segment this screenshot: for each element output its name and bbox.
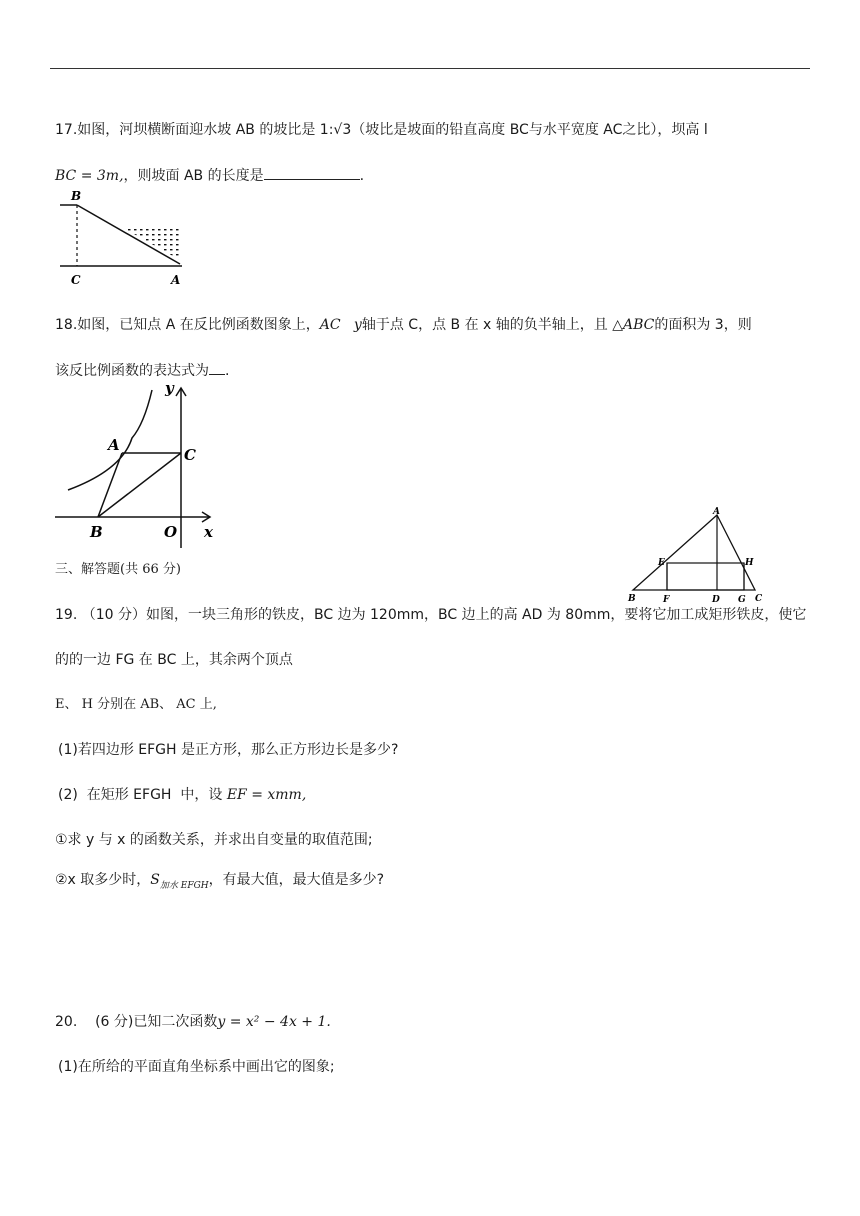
q18-label-y: y bbox=[165, 380, 174, 397]
q19-part1: (1)若四边形 EFGH 是正方形，那么正方形边长是多少? bbox=[58, 742, 399, 758]
q19-label-g: G bbox=[738, 595, 746, 605]
q17-label-c: C bbox=[71, 273, 81, 287]
q19-label-b: B bbox=[628, 594, 636, 604]
q17-answer-blank[interactable] bbox=[264, 165, 360, 180]
q19-label-c: C bbox=[755, 594, 763, 604]
q19-line2: 的的一边 FG 在 BC 上，其余两个顶点 bbox=[55, 652, 293, 668]
header-rule bbox=[50, 68, 810, 69]
q19-label-a: A bbox=[713, 507, 720, 517]
q20-part1: (1)在所给的平面直角坐标系中画出它的图象; bbox=[58, 1059, 335, 1075]
q17-line1: 17.如图，河坝横断面迎水坡 AB 的坡比是 1:√3（坡比是坡面的铅直高度 BC与水平宽度 AC之比），坝高 l bbox=[55, 122, 708, 138]
q19-label-f: F bbox=[663, 595, 670, 605]
q17-line2: BC = 3m,，则坡面 AB 的长度是 . bbox=[55, 165, 364, 186]
q18-line1: 18.如图，已知点 A 在反比例函数图象上，AC y轴于点 C，点 B 在 x 轴的负半轴上，且 △ABC的面积为 3，则 bbox=[55, 317, 752, 333]
q17-dam-figure bbox=[55, 188, 190, 288]
q19-line1: 19. （10 分）如图，一块三角形的铁皮，BC 边为 120mm，BC 边上的高 AD 为 80mm，要将它加工成矩形铁皮，使它 bbox=[55, 607, 807, 623]
q19-label-h: H bbox=[745, 558, 754, 568]
q19-part2a: ①求 y 与 x 的函数关系，并求出自变量的取值范围; bbox=[55, 832, 373, 848]
q18-answer-blank[interactable] bbox=[209, 360, 225, 375]
q19-triangle-figure bbox=[625, 505, 770, 605]
q19-line3: E、 H 分别在 AB、 AC 上, bbox=[55, 697, 217, 712]
q18-label-b: B bbox=[90, 523, 103, 541]
q20-line1: 20. (6 分)已知二次函数y = x² − 4x + 1. bbox=[55, 1014, 331, 1030]
q18-label-o: O bbox=[164, 523, 178, 541]
q18-graph-figure bbox=[52, 380, 227, 552]
section-3-heading: 三、解答题(共 66 分) bbox=[55, 562, 181, 577]
q18-label-a: A bbox=[108, 436, 120, 454]
q19-part2: (2) 在矩形 EFGH 中，设 EF = xmm, bbox=[58, 787, 307, 803]
q19-part2b: ②x 取多少时，$S_{加水 EFGH}$，有最大值，最大值是多少? bbox=[55, 872, 385, 891]
q19-label-d: D bbox=[712, 595, 720, 605]
q17-label-a: A bbox=[171, 273, 181, 287]
q18-label-x: x bbox=[204, 523, 213, 541]
q18-line2: 该反比例函数的表达式为 . bbox=[55, 360, 229, 381]
q18-label-c: C bbox=[184, 446, 196, 464]
q17-label-b: B bbox=[71, 189, 82, 203]
q19-label-e: E bbox=[658, 558, 665, 568]
